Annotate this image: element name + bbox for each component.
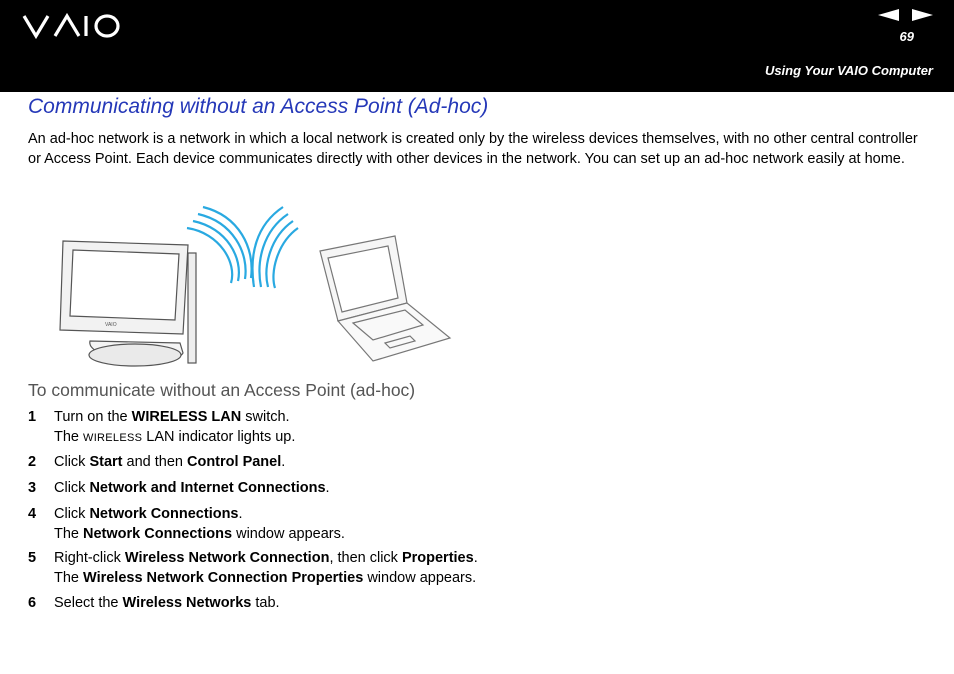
page-heading: Communicating without an Access Point (Ad-hoc) xyxy=(28,95,489,118)
step-number: 5 xyxy=(28,550,37,566)
page-number: 69 xyxy=(899,29,914,44)
vaio-logo xyxy=(22,12,122,42)
adhoc-network-illustration xyxy=(55,203,455,373)
wireless-signal-left-icon xyxy=(187,207,252,283)
wireless-signal-right-icon xyxy=(253,207,298,288)
step-number: 2 xyxy=(28,454,37,470)
laptop-computer-icon xyxy=(320,236,450,361)
step-number: 4 xyxy=(28,506,37,522)
intro-paragraph: An ad-hoc network is a network in which a local network is created only by the wireless devices themselves, with no other central controller or Access Point. Each device communicates directly with other devices in the network. You can set up an ad-hoc network easily at home. xyxy=(28,131,918,167)
step-number: 6 xyxy=(28,595,37,611)
next-page-arrow-icon[interactable] xyxy=(912,9,933,21)
previous-page-arrow-icon[interactable] xyxy=(878,9,899,21)
step-number: 1 xyxy=(28,409,37,425)
svg-text:VAIO: VAIO xyxy=(105,322,117,328)
step-number: 3 xyxy=(28,480,37,496)
section-title: Using Your VAIO Computer xyxy=(764,63,933,78)
page-header xyxy=(0,0,954,92)
procedure-heading: To communicate without an Access Point (ad-hoc) xyxy=(28,380,416,400)
desktop-computer-icon xyxy=(60,241,196,366)
